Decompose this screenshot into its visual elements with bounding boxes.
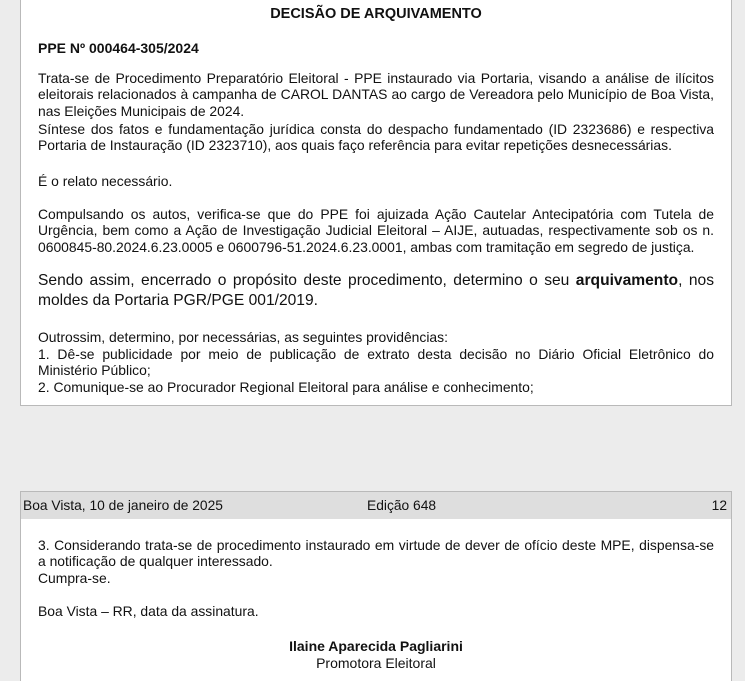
providence-item-3: 3. Considerando trata-se de procedimento instaurado em virtude de dever de ofício deste MPE, dispensa-se a notificação de qualquer interessado. (38, 537, 714, 570)
paragraph-place-date: Boa Vista – RR, data da assinatura. (38, 603, 259, 619)
document-page-2 (20, 491, 732, 681)
decision-text-after: , nos moldes da Portaria PGR/PGE 001/2019. (38, 272, 714, 309)
header-edition: Edição 648 (367, 498, 437, 513)
signature-name: Ilaine Aparecida Pagliarini (289, 638, 463, 654)
decision-text-bold: arquivamento (575, 272, 679, 289)
paragraph-comply: Cumpra-se. (38, 570, 111, 586)
document-title: DECISÃO DE ARQUIVAMENTO (270, 6, 482, 22)
paragraph-report: É o relato necessário. (38, 173, 173, 189)
ppe-number: PPE Nº 000464-305/2024 (38, 40, 199, 56)
signature-role: Promotora Eleitoral (316, 655, 436, 671)
page-header (21, 492, 731, 519)
paragraph-synthesis: Síntese dos fatos e fundamentação jurídica consta do despacho fundamentado (ID 2323686) e respectiva Portaria de Instauração (ID 2323710), aos quais faço referência para evitar repetições desnecessárias. (38, 121, 714, 154)
paragraph-analysis: Compulsando os autos, verifica-se que do PPE foi ajuizada Ação Cautelar Antecipatória com Tutela de Urgência, bem como a Ação de Investigação Judicial Eleitoral – AIJE, autuadas, respectivamente sob os n. 0600845-80.2024.6.23.0005 e 0600796-51.2024.6.23.0001, ambas com tramitação em segredo de justiça. (38, 206, 714, 255)
paragraph-intro: Trata-se de Procedimento Preparatório Eleitoral - PPE instaurado via Portaria, visando a análise de ilícitos eleitorais relacionados à campanha de CAROL DANTAS ao cargo de Vereadora pelo Município de Boa Vista, nas Eleições Municipais de 2024. (38, 70, 714, 119)
header-date: Boa Vista, 10 de janeiro de 2025 (23, 498, 223, 513)
decision-text-before: Sendo assim, encerrado o propósito deste procedimento, determino o seu (38, 272, 576, 289)
paragraph-providences: Outrossim, determino, por necessárias, as seguintes providências: (38, 329, 448, 345)
providence-item-2: 2. Comunique-se ao Procurador Regional Eleitoral para análise e conhecimento; (38, 379, 534, 395)
header-page-number: 12 (711, 498, 727, 513)
paragraph-decision (38, 271, 714, 311)
providence-item-1: 1. Dê-se publicidade por meio de publicação de extrato desta decisão no Diário Oficial Eletrônico do Ministério Público; (38, 346, 714, 379)
document-page-1 (20, 0, 732, 406)
